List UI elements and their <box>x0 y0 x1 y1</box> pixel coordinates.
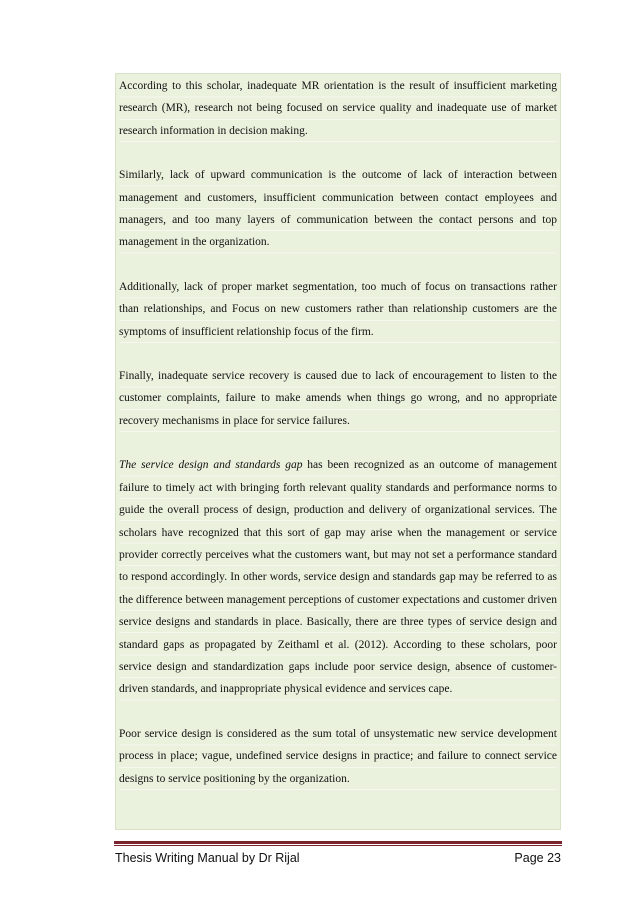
paragraph-text: Poor service design is considered as the sum total of unsystematic new service development process in place; vague, undefined service designs in practice; and failure to connect service designs to service positioning by the organization. <box>119 727 557 785</box>
paragraph-text: According to this scholar, inadequate MR orientation is the result of insufficient marketing research (MR), research not being focused on service quality and inadequate use of market research information in decision making. <box>119 80 557 137</box>
footer-rule <box>114 841 562 844</box>
paragraph-poor-service-design <box>119 723 557 790</box>
paragraph-text: Similarly, lack of upward communication is the outcome of lack of interaction between management and customers, insufficient communication between contact employees and managers, and too many layers of communication between the contact persons and top management in the organization. <box>119 169 557 249</box>
page-footer <box>115 851 561 865</box>
paragraph-service-recovery <box>119 365 557 432</box>
page-number: Page 23 <box>514 851 561 865</box>
footer-title: Thesis Writing Manual by Dr Rijal <box>115 851 300 865</box>
paragraph-text: has been recognized as an outcome of management failure to timely act with bringing forth relevant quality standards and performance norms to guide the overall process of design, production and delivery of organizational services. The scholars have recognized that this sort of gap may arise when the management or service provider correctly perceives what the customers want, but may not set a performance standard to respond accordingly. In other words, service design and standards gap may be referred to as the difference between management perceptions of customer expectations and customer driven service designs and standards in place. Basically, there are three types of service design and standard gaps as propagated by Zeithaml et al. (2012). According to these scholars, poor service design and standardization gaps include poor service design, absence of customer-driven standards, and inappropriate physical evidence and services cape. <box>119 459 557 696</box>
paragraph-lead-italic: The service design and standards gap <box>119 459 303 472</box>
footer-rule-thin <box>114 845 562 846</box>
paragraph-text: Additionally, lack of proper market segmentation, too much of focus on transactions rather than relationships, and Focus on new customers rather than relationship customers are the symptoms of insufficient relationship focus of the firm. <box>119 280 557 338</box>
paragraph-design-standards-gap <box>119 454 557 700</box>
paragraph-mr-orientation <box>119 75 557 142</box>
paragraph-upward-communication <box>119 164 557 254</box>
paragraph-text: Finally, inadequate service recovery is caused due to lack of encouragement to listen to the customer complaints, failure to make amends when things go wrong, and no appropriate recovery mechanisms in place for service failures. <box>119 370 557 427</box>
content-text-box <box>115 73 561 830</box>
paragraph-market-segmentation <box>119 276 557 343</box>
